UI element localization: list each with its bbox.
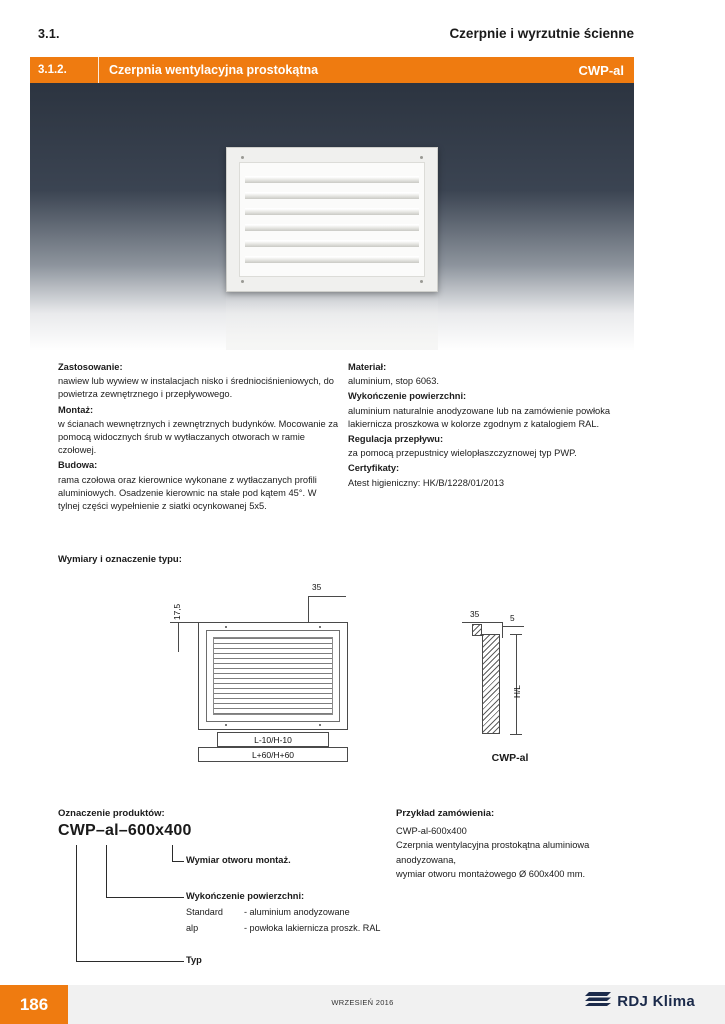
photo-reflection: [226, 292, 438, 350]
grille-blade: [245, 176, 419, 183]
designation-tree: [58, 845, 388, 975]
order-example-heading: Przykład zamówienia:: [396, 808, 495, 819]
front-view-louvres: [213, 637, 333, 715]
designation-item-2-label: Wykończenie powierzchni:: [186, 891, 305, 901]
description-left-column: [58, 361, 340, 515]
grille-blade: [245, 208, 419, 215]
logo-text: RDJ Klima: [617, 992, 695, 1010]
side-view-caption: CWP-al: [491, 752, 529, 764]
product-title: Czerpnia wentylacyjna prostokątna: [109, 63, 319, 77]
company-logo: [585, 992, 695, 1010]
dim-box-inner: L-10/H-10: [217, 732, 329, 747]
product-number: 3.1.2.: [38, 64, 67, 76]
screw-dot: [420, 156, 423, 159]
side-view-flange: [472, 624, 482, 636]
order-example-body: [396, 824, 646, 882]
header-section-title: Czerpnie i wyrzutnie ścienne: [449, 26, 634, 41]
header-section-number: 3.1.: [38, 27, 60, 41]
dim-value-side-small: 5: [510, 613, 515, 623]
dim-line-horizontal: [462, 622, 502, 623]
designation-item-3-label: Typ: [186, 955, 202, 965]
product-photo: [30, 83, 634, 351]
application-text: nawiew lub wywiew w instalacjach nisko i średniociśnieniowych, do powietrza zewnętrznego i przepływowego.: [58, 376, 334, 400]
product-code: CWP-al: [578, 62, 624, 78]
tree-line: [172, 861, 184, 862]
side-view-drawing: [458, 609, 578, 752]
dim-box-outer: L+60/H+60: [198, 747, 348, 762]
construction-label: Budowa:: [58, 460, 98, 471]
material-label: Materiał:: [348, 362, 387, 372]
dim-line-horizontal: [308, 596, 346, 597]
designation-sub-1-name: Standard: [186, 907, 223, 917]
logo-arrow-icon: [585, 992, 611, 1010]
screw-dot: [225, 626, 227, 628]
product-title-bar: [30, 57, 634, 83]
designation-sub-1-desc: - aluminium anodyzowane: [244, 907, 350, 917]
dim-value-front-top: 35: [312, 582, 322, 592]
grille-blade: [245, 240, 419, 247]
tree-line: [76, 961, 184, 962]
material-text: aluminium, stop 6063.: [348, 376, 439, 387]
dim-tick: [510, 634, 522, 635]
grille-illustration: [226, 147, 438, 292]
grille-blade: [245, 224, 419, 231]
designation-code: CWP–al–600x400: [58, 822, 192, 839]
flow-control-label: Regulacja przepływu:: [348, 433, 444, 444]
dim-value-side-top: 35: [470, 609, 480, 619]
tree-line: [106, 897, 184, 898]
page-number: 186: [19, 994, 49, 1014]
page-header: [38, 26, 634, 41]
designation-heading: Oznaczenie produktów:: [58, 808, 165, 819]
screw-dot: [319, 626, 321, 628]
dim-leader-line: [178, 622, 179, 652]
dim-line-vertical: [516, 634, 517, 734]
order-example-line-3: wymiar otworu montażowego Ø 600x400 mm.: [396, 869, 586, 880]
tree-line: [76, 845, 77, 961]
tree-line: [172, 845, 173, 861]
side-view-body: [482, 634, 500, 734]
flow-control-text: za pomocą przepustnicy wielopłaszczyznowej typ PWP.: [348, 448, 577, 459]
title-bar-divider: [98, 57, 99, 83]
certificates-label: Certyfikaty:: [348, 463, 400, 474]
screw-dot: [420, 280, 423, 283]
grille-inner-frame: [239, 162, 425, 277]
dim-tick: [510, 734, 522, 735]
dim-leader-line: [308, 596, 309, 622]
dim-line-horizontal: [170, 622, 198, 623]
designation-sub-2-name: alp: [186, 923, 199, 933]
dimensions-heading: Wymiary i oznaczenie typu:: [58, 554, 182, 565]
screw-dot: [241, 156, 244, 159]
grille-blade: [245, 256, 419, 263]
finish-label: Wykończenie powierzchni:: [348, 391, 467, 402]
construction-text: rama czołowa oraz kierownice wykonane z wytłaczanych profili aluminiowych. Osadzenie kierownic na stałe pod kątem 45°. W tylnej części wypełnienie z siatki ocynkowanej 5x5.: [58, 474, 317, 511]
order-example-line-2: Czerpnia wentylacyjna prostokątna aluminiowa anodyzowana,: [396, 840, 590, 865]
dim-tick: [502, 622, 503, 638]
dimension-drawing: [58, 580, 638, 775]
designation-item-1-label: Wymiar otworu montaż.: [186, 855, 291, 865]
order-example-line-1: CWP-al-600x400: [396, 826, 467, 836]
footer-date: WRZESIEŃ 2016: [331, 998, 394, 1007]
mounting-label: Montaż:: [58, 404, 94, 415]
screw-dot: [319, 724, 321, 726]
mounting-text: w ścianach wewnętrznych i zewnętrznych budynków. Mocowanie za pomocą widocznych śrub w wytłaczanych otworach w ramie czołowej.: [58, 418, 339, 456]
grille-blade: [245, 192, 419, 199]
dim-line-horizontal: [502, 626, 524, 627]
dim-value-side-vertical: H/L: [512, 685, 522, 698]
description-right-column: [348, 361, 638, 492]
screw-dot: [225, 724, 227, 726]
certificates-text: Atest higieniczny: HK/B/1228/01/2013: [348, 477, 505, 488]
finish-text: aluminium naturalnie anodyzowane lub na zamówienie powłoka lakiernicza proszkowa w kolorze zgodnym z katalogiem RAL.: [348, 405, 611, 429]
dim-value-front-left: 17,5: [172, 603, 182, 620]
application-label: Zastosowanie:: [58, 362, 123, 372]
tree-line: [106, 845, 107, 897]
screw-dot: [241, 280, 244, 283]
designation-sub-2-desc: - powłoka lakiernicza proszk. RAL: [244, 923, 381, 933]
front-view-drawing: [198, 622, 348, 730]
